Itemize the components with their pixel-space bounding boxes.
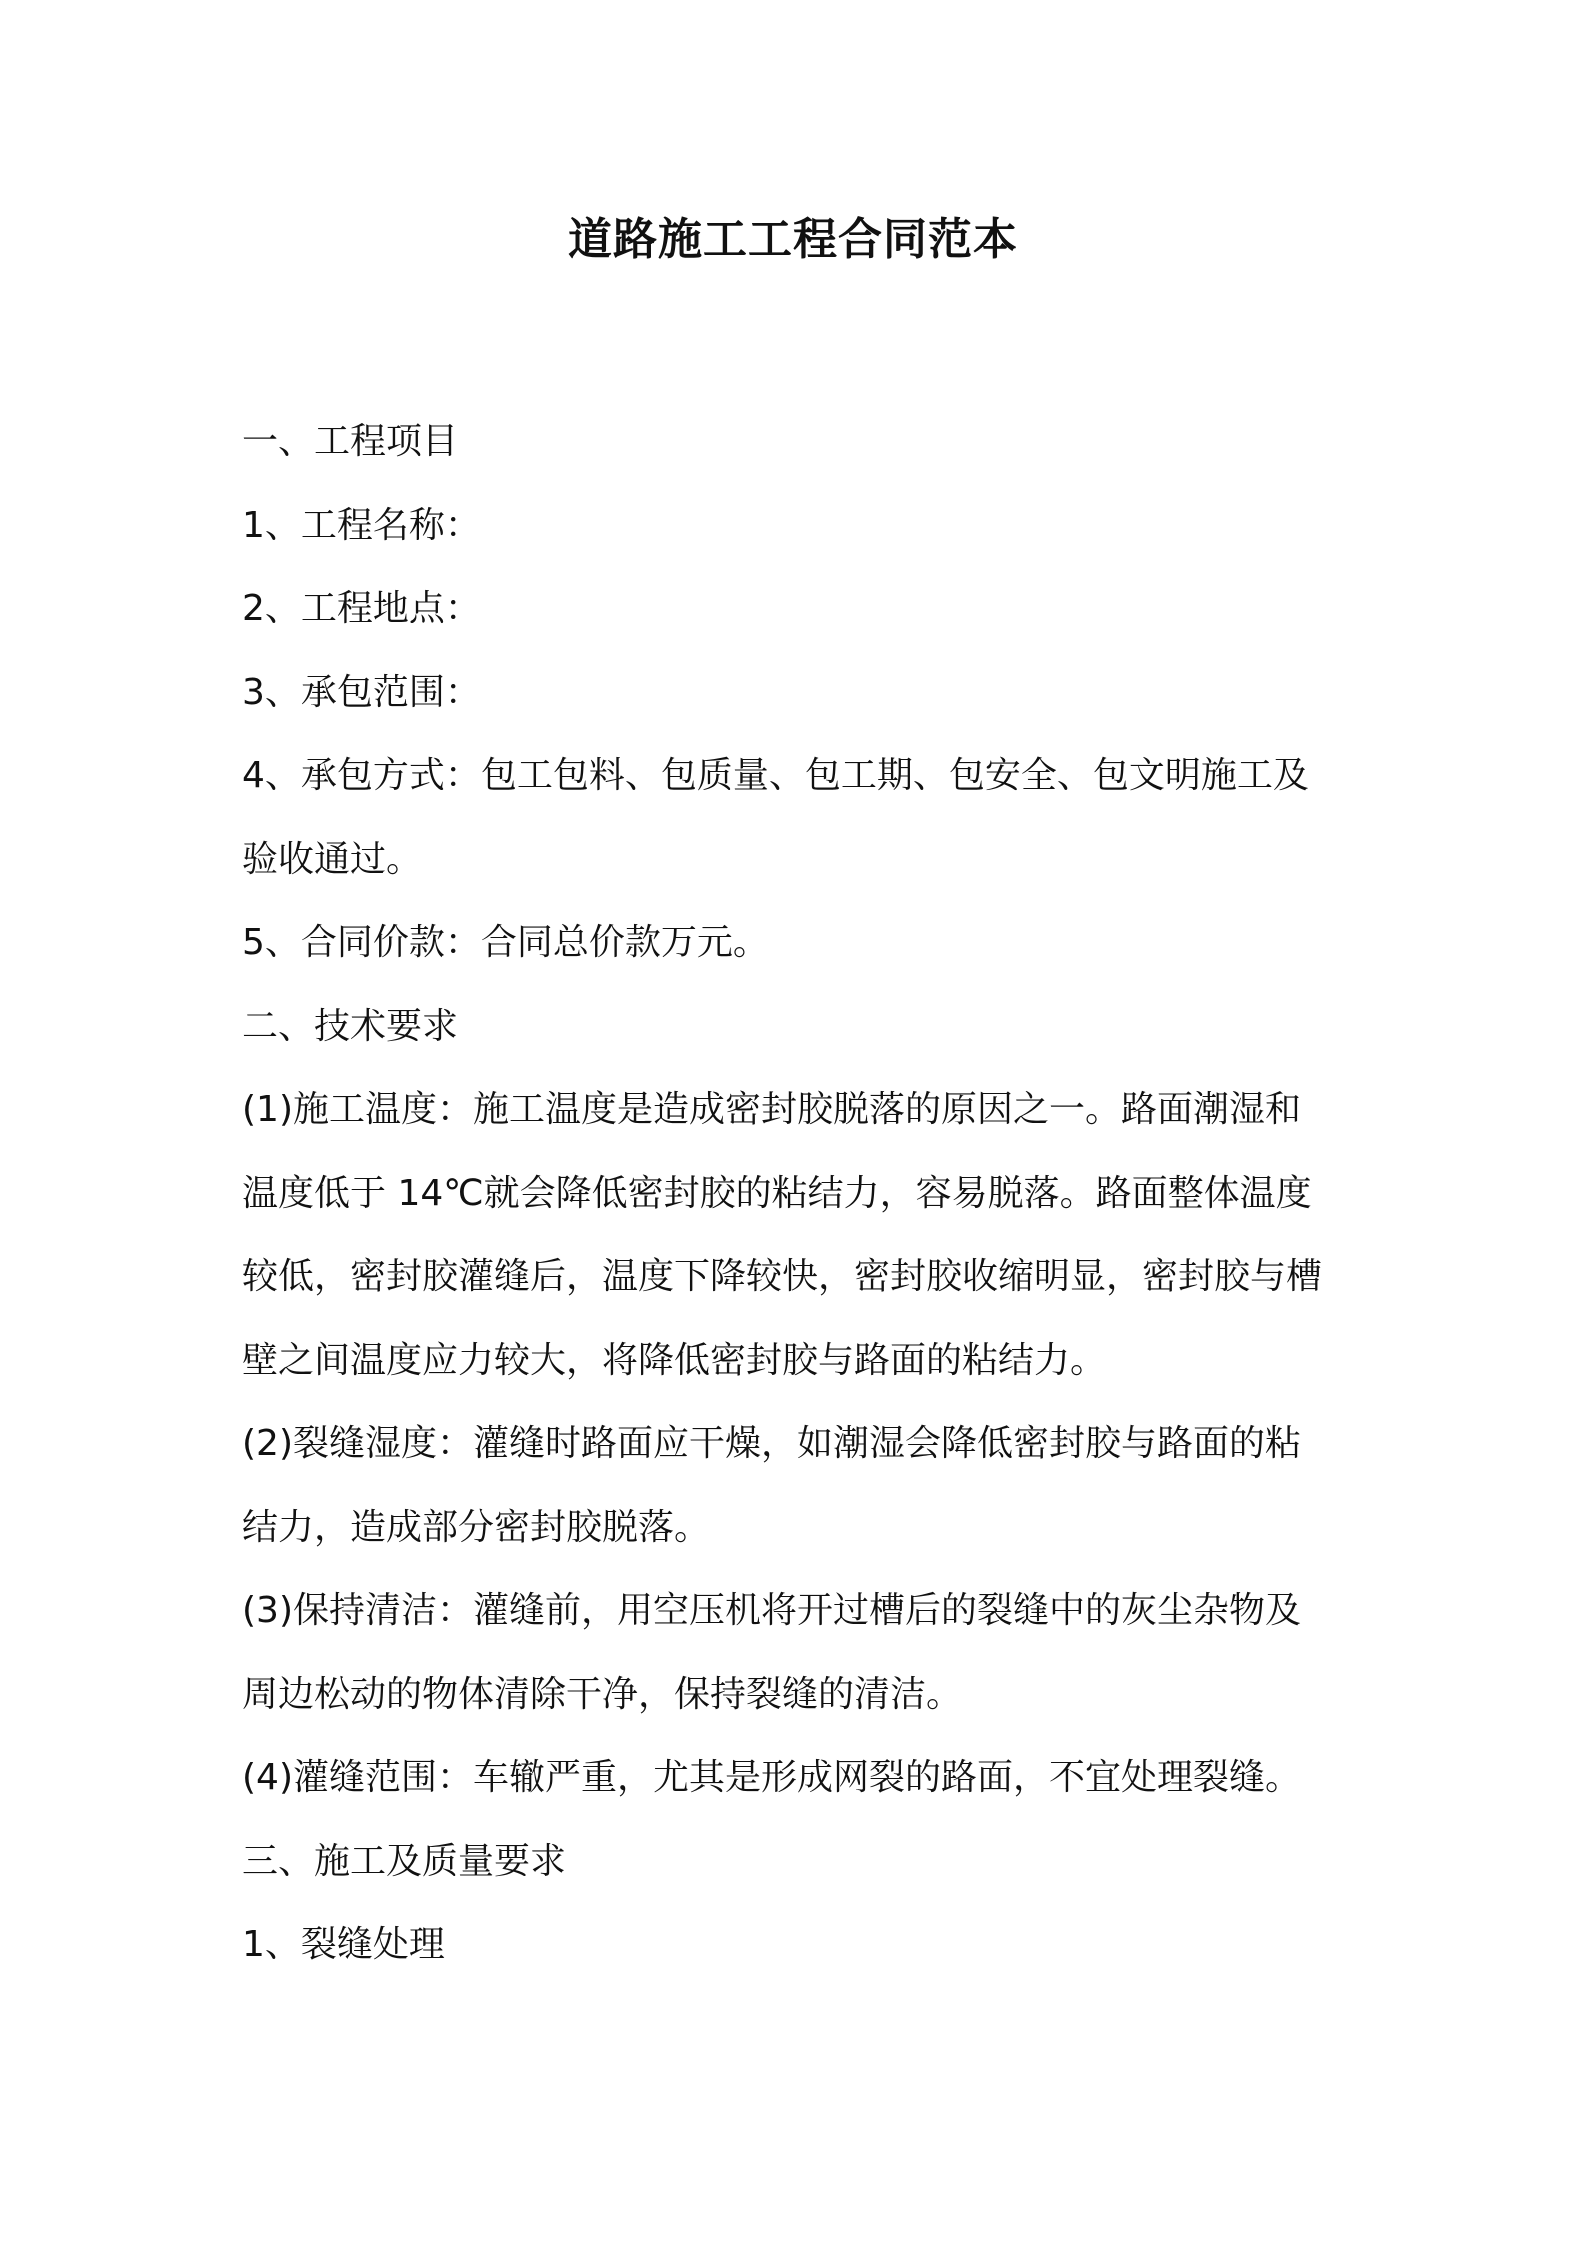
text-line: (2)裂缝湿度：灌缝时路面应干燥，如潮湿会降低密封胶与路面的粘 xyxy=(242,1423,1301,1464)
document-title: 道路施工工程合同范本 xyxy=(568,214,1018,265)
text-line: 结力，造成部分密封胶脱落。 xyxy=(242,1506,711,1548)
text-line: 温度低于 14℃就会降低密封胶的粘结力，容易脱落。路面整体温度 xyxy=(242,1172,1312,1214)
text-line: 3、承包范围： xyxy=(242,671,481,713)
text-line: 1、裂缝处理 xyxy=(242,1924,445,1965)
section-heading-project: 一、工程项目 xyxy=(242,421,459,462)
text-line: 周边松动的物体清除干净，保持裂缝的清洁。 xyxy=(242,1673,963,1715)
text-line: (4)灌缝范围：车辙严重，尤其是形成网裂的路面，不宜处理裂缝。 xyxy=(242,1757,1301,1798)
text-line: 1、工程名称： xyxy=(242,504,481,546)
text-line: 2、工程地点： xyxy=(242,588,481,629)
text-line: 壁之间温度应力较大，将降低密封胶与路面的粘结力。 xyxy=(242,1339,1107,1381)
text-line: 验收通过。 xyxy=(242,838,423,880)
document-body xyxy=(242,400,1352,1987)
section-heading-construction: 三、施工及质量要求 xyxy=(242,1840,567,1882)
section-heading-technical: 二、技术要求 xyxy=(242,1005,459,1047)
text-line: 5、合同价款：合同总价款万元。 xyxy=(242,922,769,963)
text-line: (1)施工温度：施工温度是造成密封胶脱落的原因之一。路面潮湿和 xyxy=(242,1089,1301,1130)
text-line: 4、承包方式：包工包料、包质量、包工期、包安全、包文明施工及 xyxy=(242,755,1309,796)
text-line: 较低，密封胶灌缝后，温度下降较快，密封胶收缩明显，密封胶与槽 xyxy=(242,1256,1323,1297)
text-line: (3)保持清洁：灌缝前，用空压机将开过槽后的裂缝中的灰尘杂物及 xyxy=(242,1590,1301,1631)
